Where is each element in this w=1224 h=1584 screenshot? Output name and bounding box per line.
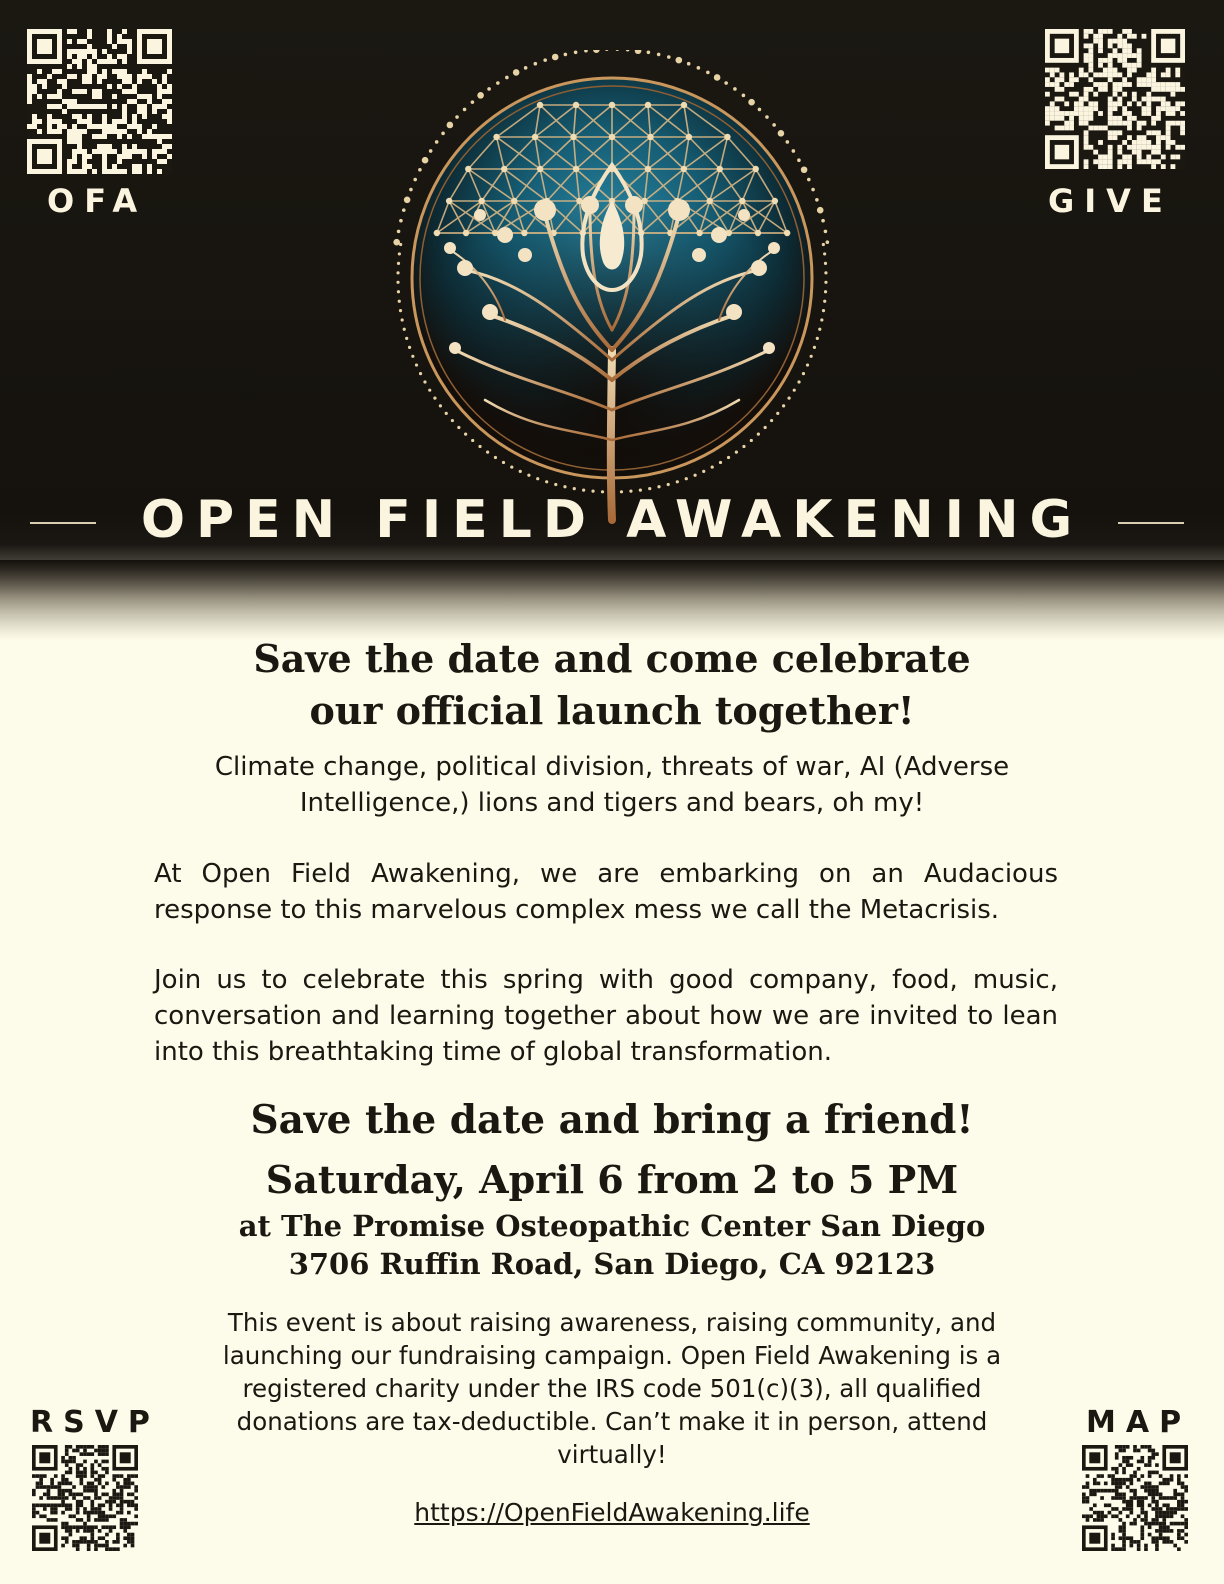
main-heading [0,633,1224,737]
qr-label-give: GIVE [1048,182,1173,220]
main-heading-line1: Save the date and come celebrate [253,636,971,681]
venue-name: at The Promise Osteopathic Center San Diego [238,1209,986,1243]
mission-paragraph: At Open Field Awakening, we are embarking on an Audacious response to this marvelous complex mess we call the Metacrisis. [154,859,1058,925]
qr-label-rsvp: RSVP [30,1405,160,1440]
intro-paragraph: Climate change, political division, threats of war, AI (Adverse Intelligence,) lions and tigers and bears, oh my! [214,752,1010,818]
hero-title-row [0,490,1224,550]
hero-title: OPEN FIELD AWAKENING [140,490,1084,550]
website-link[interactable]: https://OpenFieldAwakening.life [414,1498,810,1527]
invitation-paragraph: Join us to celebrate this spring with good company, food, music, conversation and learning together about how we are invited to lean into this breathtaking time of global transformation. [154,965,1058,1067]
title-rule-right [1118,522,1184,524]
bring-friend-heading: Save the date and bring a friend! [250,1097,974,1143]
qr-label-map: MAP [1086,1405,1192,1440]
tree-globe-flame-icon [385,50,840,530]
main-heading-line2: our official launch together! [309,688,915,733]
hero-fade [0,560,1224,640]
charity-info: This event is about raising awareness, raising community, and launching our fundraising campaign. Open Field Awakening is a registered charity under the IRS code 501(c)(3), all qualified donations are tax-deductible. Can’t make it in person, attend virtually! [222,1308,1002,1469]
event-venue [0,1207,1224,1283]
qr-code-give[interactable] [1045,29,1185,169]
qr-code-ofa[interactable] [27,29,172,174]
qr-label-ofa: OFA [47,182,148,220]
event-date-time: Saturday, April 6 from 2 to 5 PM [265,1157,959,1202]
venue-address: 3706 Ruffin Road, San Diego, CA 92123 [288,1247,936,1281]
